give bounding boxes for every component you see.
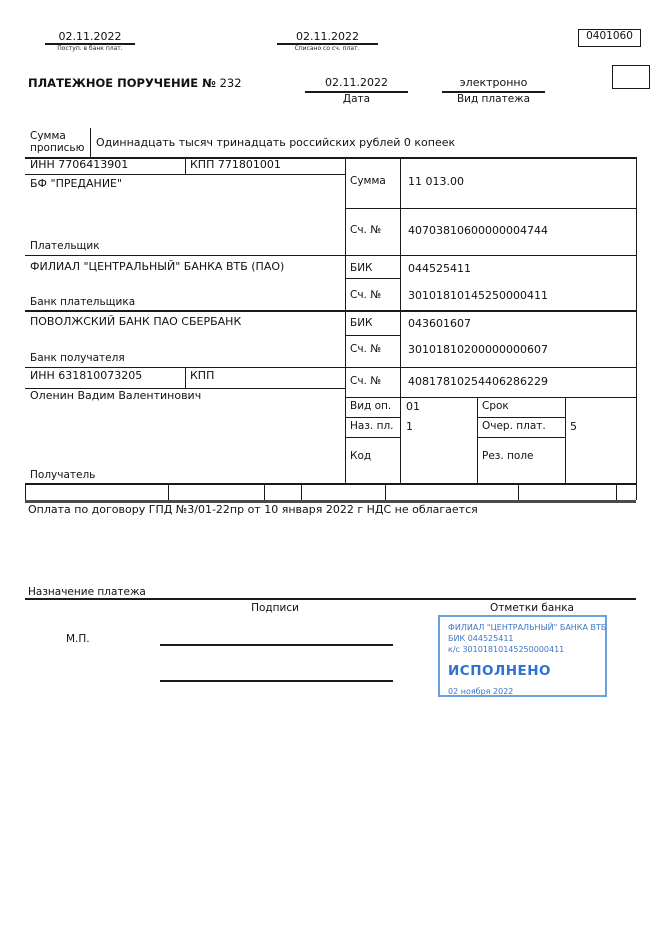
divider-line: [264, 483, 265, 500]
payer-account: 40703810600000004744: [408, 224, 548, 237]
divider-line: [345, 208, 636, 209]
stamp-bik: БИК 044525411: [448, 634, 514, 643]
payer-inn: ИНН 7706413901: [30, 158, 129, 171]
payee-bank-bik: 043601607: [408, 317, 471, 330]
doc-date-label: Дата: [342, 93, 371, 105]
payer-bank-account: 30101810145250000411: [408, 289, 548, 302]
payee-inn: ИНН 631810073205: [30, 369, 143, 382]
code-label: Код: [350, 450, 372, 462]
payer-name: БФ "ПРЕДАНИЕ": [30, 177, 123, 190]
divider-line: [25, 598, 636, 600]
payee-account: 40817810254406286229: [408, 375, 548, 388]
op-type-label: Вид оп.: [350, 400, 392, 412]
payee-kpp-label: КПП: [190, 369, 215, 382]
stamp-status: ИСПОЛНЕНО: [448, 663, 551, 679]
payer-bank-name: ФИЛИАЛ "ЦЕНТРАЛЬНЫЙ" БАНКА ВТБ (ПАО): [30, 260, 285, 273]
payee-account-label: Сч. №: [350, 375, 382, 387]
divider-line: [185, 367, 186, 388]
payer-bank-label: Банк плательщика: [30, 296, 136, 308]
divider-line: [400, 157, 401, 483]
divider-line: [345, 278, 400, 279]
debited-date-label: Списано со сч. плат.: [294, 45, 360, 52]
doc-number: 232: [219, 76, 242, 90]
signatures-label: Подписи: [251, 602, 299, 614]
divider-line: [25, 310, 636, 312]
payment-purpose-label: Назначение платежа: [28, 586, 146, 598]
bank-stamp: [438, 615, 607, 697]
amount-value: 11 013.00: [408, 175, 464, 188]
divider-line: [345, 437, 400, 438]
payment-kind-label: Вид платежа: [456, 93, 531, 105]
bank-marks-label: Отметки банка: [490, 602, 574, 614]
stamp-place-label: М.П.: [66, 633, 90, 645]
signature-line: [160, 644, 393, 646]
divider-line: [168, 483, 169, 500]
op-type-value: 01: [406, 400, 420, 413]
debited-date: 02.11.2022: [296, 30, 359, 43]
divider-line: [385, 483, 386, 500]
payment-purpose-text: Оплата по договору ГПД №3/01-22пр от 10 января 2022 г НДС не облагается: [28, 503, 478, 516]
signature-line: [160, 680, 393, 682]
payer-bank-account-label: Сч. №: [350, 289, 382, 301]
divider-line: [345, 335, 400, 336]
form-code: 0401060: [586, 30, 633, 42]
payer-kpp: КПП 771801001: [190, 158, 281, 171]
doc-title: ПЛАТЕЖНОЕ ПОРУЧЕНИЕ №: [28, 76, 216, 90]
doc-date: 02.11.2022: [325, 76, 388, 89]
reserve-box: [612, 65, 650, 89]
divider-line: [345, 397, 636, 398]
divider-line: [477, 437, 565, 438]
divider-line: [636, 157, 637, 483]
payee-bank-bik-label: БИК: [350, 317, 373, 329]
divider-line: [90, 128, 91, 157]
divider-line: [25, 255, 636, 256]
received-date-label: Поступ. в банк плат.: [57, 45, 123, 52]
divider-line: [345, 417, 400, 418]
stamp-corr-account: к/с 30101810145250000411: [448, 645, 565, 654]
divider-line: [518, 483, 519, 500]
pay-purpose-value: 1: [406, 420, 413, 433]
order-value: 5: [570, 420, 577, 433]
payee-label: Получатель: [30, 469, 96, 481]
amount-words-label: Сумма прописью: [30, 130, 85, 154]
order-label: Очер. плат.: [482, 420, 546, 432]
payee-bank-label: Банк получателя: [30, 352, 125, 364]
payee-bank-account: 30101810200000000607: [408, 343, 548, 356]
received-date: 02.11.2022: [58, 30, 122, 43]
amount-label: Сумма: [350, 175, 386, 187]
pay-purpose-label: Наз. пл.: [350, 420, 394, 432]
form-code-box: [578, 29, 641, 47]
payee-bank-account-label: Сч. №: [350, 343, 382, 355]
divider-line: [25, 483, 636, 485]
doc-title-row: [28, 77, 242, 90]
divider-line: [345, 157, 346, 483]
divider-line: [477, 397, 478, 483]
divider-line: [301, 483, 302, 500]
res-field-label: Рез. поле: [482, 450, 534, 462]
stamp-bank-name: ФИЛИАЛ "ЦЕНТРАЛЬНЫЙ" БАНКА ВТБ: [448, 623, 607, 632]
payer-bank-bik-label: БИК: [350, 262, 373, 274]
divider-line: [185, 157, 186, 174]
divider-line: [25, 174, 345, 175]
payer-label: Плательщик: [30, 240, 100, 252]
divider-line: [25, 483, 26, 500]
divider-line: [616, 483, 617, 500]
divider-line: [636, 483, 637, 500]
divider-line: [565, 397, 566, 483]
divider-line: [25, 367, 636, 368]
payee-bank-name: ПОВОЛЖСКИЙ БАНК ПАО СБЕРБАНК: [30, 315, 242, 328]
amount-in-words: Одиннадцать тысяч тринадцать российских рублей 0 копеек: [96, 136, 456, 149]
divider-line: [477, 417, 565, 418]
payee-name: Оленин Вадим Валентинович: [30, 389, 202, 402]
stamp-date: 02 ноября 2022: [448, 687, 514, 696]
payment-kind: электронно: [459, 76, 528, 89]
term-label: Срок: [482, 400, 509, 412]
payer-account-label: Сч. №: [350, 224, 382, 236]
payer-bank-bik: 044525411: [408, 262, 471, 275]
